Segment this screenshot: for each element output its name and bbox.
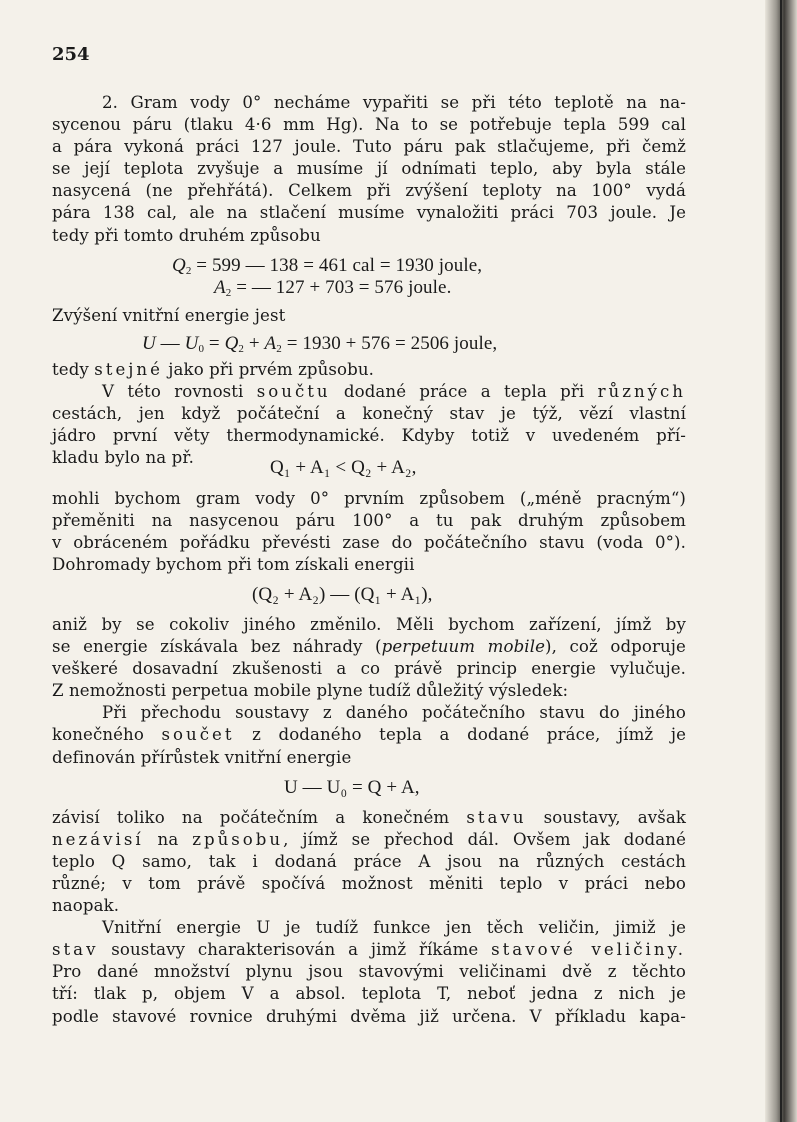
equation-energy-gain: (Q₂ + A₂) — (Q₁ + A₁), bbox=[252, 583, 433, 605]
text-line: stav soustavy charakterisován a jimž říkáme stavové veličiny. bbox=[52, 940, 686, 960]
text-line: 2. Gram vody 0° necháme vypařiti se při této teplotě na na- bbox=[102, 93, 686, 112]
text-line: definován přírůstek vnitřní energie bbox=[52, 747, 352, 767]
text-line: nezávisí na způsobu, jímž se přechod dál. Ovšem jak dodané bbox=[52, 829, 686, 849]
text-line: tří: tlak p, objem V a absol. teplota T, neboť jedna z nich je bbox=[52, 984, 686, 1004]
text-line: v obráceném pořádku převésti zase do počátečního stavu (voda 0°). bbox=[52, 532, 686, 552]
paragraph-perpetuum bbox=[52, 614, 686, 702]
text-line: Vnitřní energie U je tudíž funkce jen těch veličin, jimiž je bbox=[102, 918, 686, 938]
paragraph-transition bbox=[52, 702, 686, 768]
paragraph-could bbox=[52, 488, 686, 576]
text-line: konečného součet z dodaného tepla a dodané práce, jímž je bbox=[52, 725, 687, 745]
text-line: se energie získávala bez náhrady (perpetuum mobile), což odporuje bbox=[52, 637, 686, 657]
text-line: Zvýšení vnitřní energie jest bbox=[52, 305, 286, 325]
text-line: a pára vykoná práci 127 joule. Tuto páru pak stlačujeme, při čemž bbox=[52, 137, 686, 157]
text-line: tedy stejné jako při prvém způsobu. bbox=[52, 360, 375, 380]
equation-u-q-a: U — U₀ = Q + A, bbox=[284, 776, 420, 798]
text-line: Z nemožnosti perpetua mobile plyne tudíž důležitý výsledek: bbox=[52, 681, 569, 701]
text-line: tedy při tomto druhém způsobu bbox=[52, 225, 321, 245]
text-line: kladu bylo na př. Q₁ + A₁ < Q₂ + A₂, bbox=[52, 448, 417, 479]
text-line: Dohromady bychom při tom získali energii bbox=[52, 554, 415, 574]
paragraph-depends bbox=[52, 807, 686, 917]
text-line: podle stavové rovnice druhými dvěma již určena. V příkladu kapa- bbox=[52, 1006, 686, 1026]
text-line: teplo Q samo, tak i dodaná práce A jsou na různých cestách bbox=[52, 851, 686, 871]
text-line: jádro první věty thermodynamické. Kdyby totiž v uvedeném pří- bbox=[52, 426, 686, 446]
text-line: sycenou páru (tlaku 4·6 mm Hg). Na to se potřebuje tepla 599 cal bbox=[52, 115, 686, 135]
text-line: veškeré dosavadní zkušenosti a co právě princip energie vylučuje. bbox=[52, 659, 686, 679]
page-number: 254 bbox=[52, 44, 90, 65]
text-line: nasycená (ne přehřátá). Celkem při zvýšení teploty na 100° vydá bbox=[52, 181, 686, 201]
text-line: aniž by se cokoliv jiného změnilo. Měli bychom zařízení, jímž by bbox=[52, 614, 686, 634]
text-line: naopak. bbox=[52, 896, 120, 916]
text-line: se její teplota zvyšuje a musíme jí odnímati teplo, aby byla stále bbox=[52, 159, 686, 179]
equation-internal-energy: U — $U_0 = Q_2 + A_2 = 1930 + 576 = 2506$ joule, bbox=[142, 332, 498, 355]
text-line: V této rovnosti součtu dodané práce a tepla při různých bbox=[102, 382, 686, 402]
text-line: cestách, jen když počáteční a konečný stav je týž, vězí vlastní bbox=[52, 404, 686, 424]
page-edge-line bbox=[780, 0, 782, 1122]
text-line: mohli bychom gram vody 0° prvním způsobem („méně pracným“) bbox=[52, 488, 686, 508]
equation-q2: $Q_2 = 599$ — 138 = 461 cal = 1930 joule, bbox=[172, 254, 483, 277]
inequality: Q₁ + A₁ < Q₂ + A₂, bbox=[270, 457, 417, 479]
text-line: Při přechodu soustavy z daného počátečního stavu do jiného bbox=[102, 703, 686, 723]
text-line: různé; v tom právě spočívá možnost měniti teplo v práci nebo bbox=[52, 874, 686, 893]
equation-a2: $A_2$ = — 127 + 703 = 576 joule. bbox=[214, 276, 452, 299]
paragraph-sum bbox=[52, 381, 686, 479]
text-line: pára 138 cal, ale na stlačení musíme vynaložiti práci 703 joule. Je bbox=[52, 203, 686, 223]
text-line: závisí toliko na počátečním a konečném stavu soustavy, avšak bbox=[52, 807, 686, 827]
paragraph-internal-energy bbox=[52, 917, 686, 1027]
text-line: Pro dané množství plynu jsou stavovými veličinami dvě z těchto bbox=[52, 962, 686, 982]
paragraph-gram bbox=[52, 92, 686, 247]
page-body bbox=[52, 40, 686, 1028]
text-line: přeměniti na nasycenou páru 100° a tu pak druhým způsobem bbox=[52, 510, 686, 530]
